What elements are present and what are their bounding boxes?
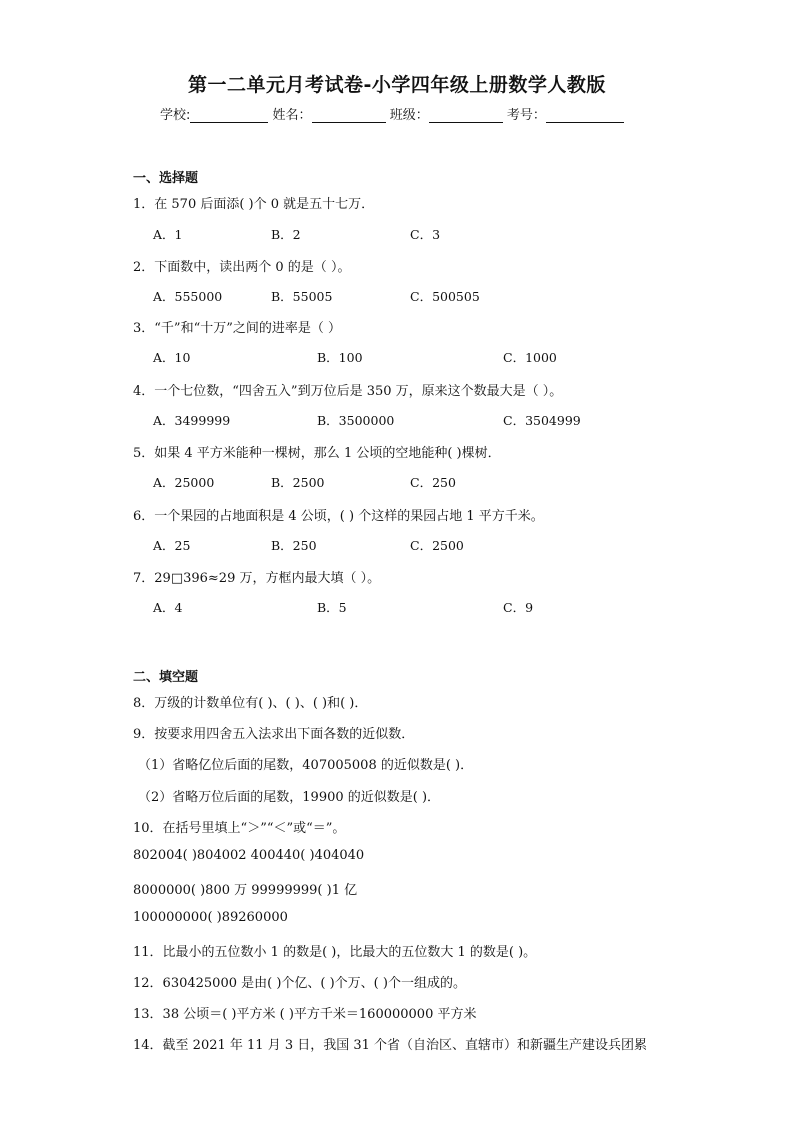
question-11-text: 11．比最小的五位数小 1 的数是( )，比最大的五位数大 1 的数是( )。 — [133, 945, 537, 960]
question-5-text: 5．如果 4 平方米能种一棵树，那么 1 公顷的空地能种( )棵树． — [133, 446, 501, 461]
q4-option-a: A．3499999 — [153, 413, 231, 428]
question-2-text: 2．下面数中，读出两个 0 的是（ ）。 — [133, 260, 351, 275]
q3-option-c: C．1000 — [503, 350, 557, 365]
question-8-text: 8．万级的计数单位有( )、( )、( )和( )． — [133, 696, 368, 711]
question-14-text: 14．截至 2021 年 11 月 3 日，我国 31 个省（自治区、直辖市）和新疆生产建设兵团累 — [133, 1038, 648, 1053]
exam-number-label: 考号： — [506, 108, 546, 123]
q7-option-b: B．5 — [317, 600, 347, 615]
q1-option-c: C．3 — [410, 227, 441, 242]
page-title: 第一二单元月考试卷-小学四年级上册数学人教版 — [188, 74, 606, 96]
section-choice-heading: 一、选择题 — [133, 171, 199, 186]
q3-option-b: B．100 — [317, 350, 363, 365]
q4-option-c: C．3504999 — [503, 413, 581, 428]
question-4-text: 4．一个七位数，“四舍五入”到万位后是 350 万，原来这个数最大是（ ）。 — [133, 384, 563, 399]
q1-option-b: B．2 — [271, 227, 301, 242]
section-fill-heading: 二、填空题 — [133, 670, 199, 685]
q6-option-a: A．25 — [153, 538, 191, 553]
q4-option-b: B．3500000 — [317, 413, 395, 428]
question-10-row-1: 802004( )804002 400440( )404040 — [133, 848, 365, 863]
question-1-text: 1．在 570 后面添( )个 0 就是五十七万． — [133, 197, 375, 212]
q7-option-c: C．9 — [503, 600, 534, 615]
question-12-text: 12．630425000 是由( )个亿、( )个万、( )个一组成的。 — [133, 976, 466, 991]
q7-option-a: A．4 — [153, 600, 183, 615]
question-7-text: 7．29□396≈29 万，方框内最大填（ ）。 — [133, 571, 381, 586]
q5-option-a: A．25000 — [153, 475, 215, 490]
exam-number-blank — [546, 108, 624, 123]
q6-option-b: B．250 — [271, 538, 317, 553]
school-label: 学校: — [160, 108, 191, 123]
q2-option-a: A．555000 — [153, 289, 223, 304]
q5-option-c: C．250 — [410, 475, 456, 490]
question-6-text: 6．一个果园的占地面积是 4 公顷，( ) 个这样的果园占地 1 平方千米。 — [133, 509, 544, 524]
name-blank — [312, 108, 386, 123]
school-blank — [190, 108, 268, 123]
q3-option-a: A．10 — [153, 350, 191, 365]
q1-option-a: A．1 — [153, 227, 183, 242]
question-9-part-1: （1）省略亿位后面的尾数，407005008 的近似数是( )． — [138, 758, 474, 773]
question-3-text: 3．“千”和“十万”之间的进率是（ ） — [133, 321, 341, 336]
class-label: 班级： — [389, 108, 429, 123]
question-9-part-2: （2）省略万位后面的尾数，19900 的近似数是( )． — [138, 790, 441, 805]
q2-option-b: B．55005 — [271, 289, 333, 304]
student-info-row — [160, 104, 624, 123]
question-10-text: 10．在括号里填上“＞”“＜”或“＝”。 — [133, 821, 346, 836]
q6-option-c: C．2500 — [410, 538, 464, 553]
class-blank — [429, 108, 503, 123]
name-label: 姓名： — [272, 108, 312, 123]
q2-option-c: C．500505 — [410, 289, 480, 304]
question-13-text: 13．38 公顷＝( )平方米 ( )平方千米＝160000000 平方米 — [133, 1007, 477, 1022]
question-10-row-3: 100000000( )89260000 — [133, 910, 288, 925]
question-9-text: 9．按要求用四舍五入法求出下面各数的近似数． — [133, 727, 415, 742]
question-10-row-2: 8000000( )800 万 99999999( )1 亿 — [133, 883, 358, 898]
q5-option-b: B．2500 — [271, 475, 325, 490]
